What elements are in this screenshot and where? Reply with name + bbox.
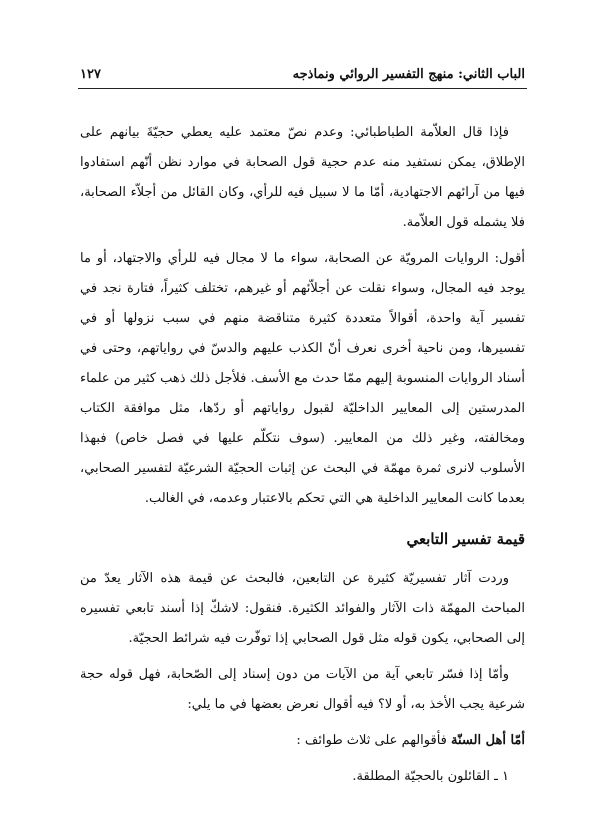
- page-body: [80, 118, 525, 798]
- subheading-line: [80, 726, 525, 756]
- running-header: [80, 62, 525, 86]
- paragraph: وأمّا إذا فسّر تابعي آية من الآيات من دون إسناد إلى الصّحابة، فهل قوله حجة شرعية يجب الأخذ به، أو لا؟ فيه أقوال نعرض بعضها في ما يلي:: [80, 667, 525, 712]
- list-item: ١ ـ القائلون بالحجيّة المطلقة.: [352, 769, 509, 784]
- sunni-heading: أمّا أهل السنّة: [451, 733, 525, 748]
- paragraph: فإذا قال العلاّمة الطباطبائي: وعدم نصّ معتمد عليه يعطي حجيّةَ بيانهم على الإطلاق، يمكن نستفيد منه عدم حجية قول الصحابة في موارد نظن أنّهم استفادوا فيها من آرائهم الاجتهادية، أمّا ما لا سبيل فيه للرأي، وكان القائل من أجلاّء الصحابة، فلا يشمله قول العلاّمة.: [80, 125, 525, 230]
- sunni-text: فأقوالهم على ثلاث طوائف :: [296, 733, 452, 748]
- section-heading: قيمة تفسير التابعي: [406, 530, 525, 548]
- paragraph: أقول: الروايات المرويّة عن الصحابة، سواء ما لا مجال فيه للرأي والاجتهاد، أو ما يوجد فيه المجال، وسواء نقلت عن أجلاّئهم أو غيرهم، تختلف كثيراً، فتارة نجد في تفسير آية واحدة، أقوالاً متعددة كثيرة متناقضة منهم في سبب نزولها أو في تفسيرها، ومن ناحية أخرى نعرف أنّ الكذب عليهم والدسّ في رواياتهم، وحتى في أسناد الروايات المنسوبة إليهم ممّا حدث مع الأسف. فلأجل ذلك ذهب كثير من علماء المدرستين إلى المعايير الداخليّة لقبول رواياتهم أو ردّها، مثل موافقة الكتاب ومخالفته، وغير ذلك من المعايير. (سوف نتكلّم عليها في فصل خاص) فبهذا الأسلوب لانرى ثمرة مهمّة في البحث عن إثبات الحجيّة الشرعيّة لتفسير الصحابي، بعدما كانت المعايير الداخلية هي التي تحكم بالاعتبار وعدمه، في الغالب.: [79, 251, 526, 506]
- chapter-title: الباب الثاني: منهج التفسير الروائي ونماذجه: [292, 66, 525, 82]
- header-rule: [78, 88, 527, 89]
- paragraph: وردت آثار تفسيريّة كثيرة عن التابعين، فالبحث عن قيمة هذه الآثار يعدّ من المباحث المهمّة ذات الآثار والفوائد الكثيرة. فنقول: لاشكّ إذا أسند تابعي تفسيره إلى الصحابي، يكون قوله مثل قول الصحابي إذا توفّرت فيه شرائط الحجيّة.: [80, 571, 525, 646]
- page-number: ١٢٧: [80, 66, 101, 82]
